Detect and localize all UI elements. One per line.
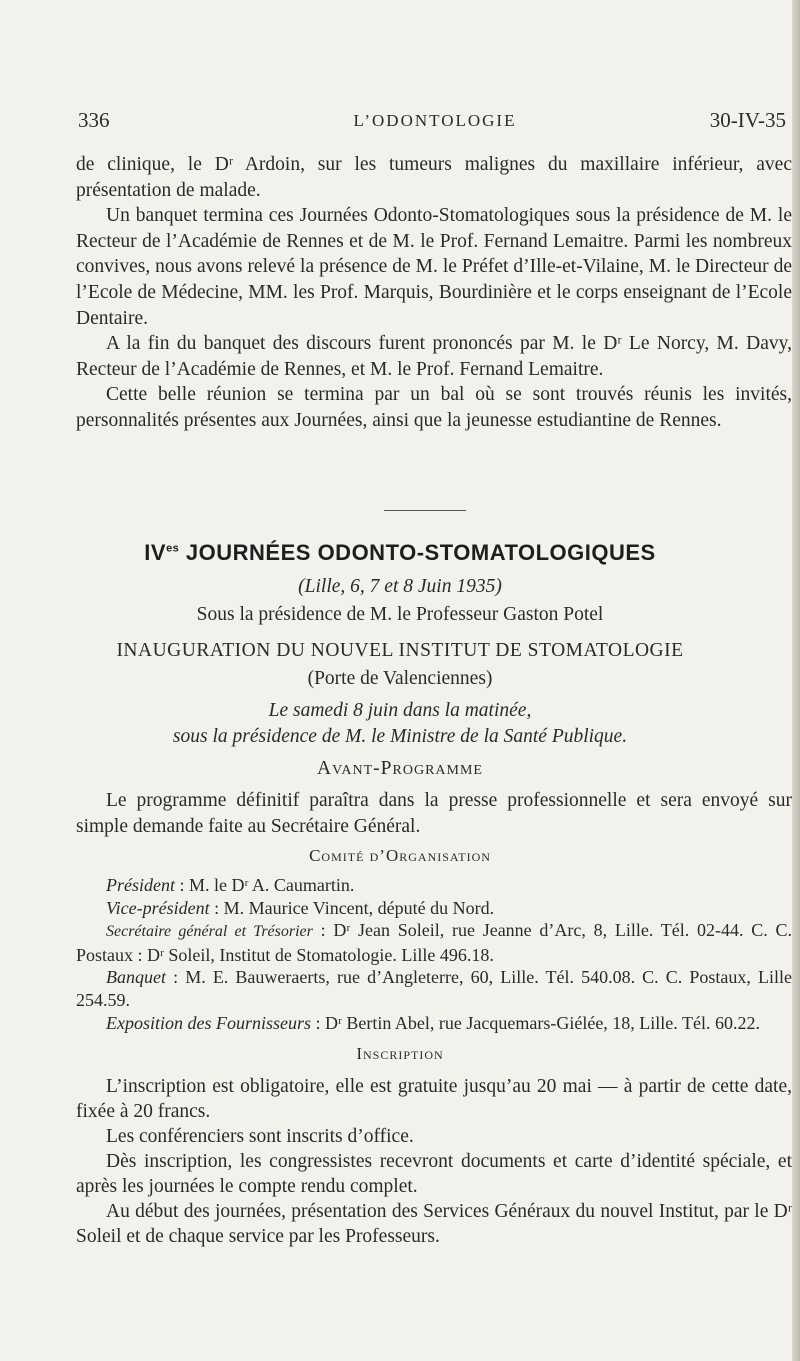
inscription-text bbox=[76, 1074, 792, 1249]
entry-label: Président bbox=[106, 875, 175, 895]
comite-entry-president bbox=[76, 874, 792, 897]
entry-value: : Dʳ Bertin Abel, rue Jacquemars-Giélée, 18, Lille. Tél. 60.22. bbox=[311, 1012, 760, 1033]
title-superscript: es bbox=[166, 542, 180, 555]
samedi-line: Le samedi 8 juin dans la matinée, bbox=[268, 700, 532, 721]
paragraph: Les conférenciers sont inscrits d’office. bbox=[106, 1126, 414, 1147]
comite-heading: Comité d’Organisation bbox=[309, 846, 491, 865]
inauguration-heading: INAUGURATION DU NOUVEL INSTITUT DE STOMATOLOGIE bbox=[116, 640, 684, 661]
entry-value: : M. le Dʳ A. Caumartin. bbox=[175, 875, 355, 895]
paragraph: Un banquet termina ces Journées Odonto-Stomatologiques sous la présidence de M. le Recteur de l’Académie de Rennes et de M. le Prof. Fernand Lemaitre. Parmi les nombreux convives, nous avons relevé la présence de M. le Préfet d’Ille-et-Vilaine, M. le Directeur de l’Ecole de Médecine, MM. les Prof. Marquis, Bourdinière et le corps enseignant de l’Ecole Dentaire. bbox=[76, 205, 792, 329]
paragraph: A la fin du banquet des discours furent prononcés par M. le Dʳ Le Norcy, M. Davy, Recteur de l’Académie de Rennes, et M. le Prof. Fernand Lemaitre. bbox=[76, 333, 792, 380]
avant-programme-heading: Avant-Programme bbox=[317, 758, 483, 779]
paragraph: Le programme définitif paraîtra dans la presse professionnelle et sera envoyé sur simple demande faite au Secrétaire Général. bbox=[76, 790, 792, 837]
comite-entry-vice-president bbox=[76, 897, 792, 920]
entry-label: Exposition des Fournisseurs bbox=[106, 1012, 311, 1033]
entry-label: Secrétaire général et Trésorier bbox=[106, 923, 313, 941]
paragraph: L’inscription est obligatoire, elle est gratuite jusqu’au 20 mai — à partir de cette date, fixée à 20 francs. bbox=[76, 1076, 792, 1122]
avant-programme-text bbox=[76, 788, 792, 839]
comite-list bbox=[76, 874, 792, 1034]
title-prefix: IV bbox=[144, 540, 167, 565]
report-text bbox=[76, 152, 792, 434]
page-edge-shadow bbox=[792, 0, 800, 1361]
paragraph: Dès inscription, les congressistes recevront documents et carte d’identité spéciale, et après les journées le compte rendu complet. bbox=[76, 1151, 792, 1197]
entry-value: : M. Maurice Vincent, député du Nord. bbox=[209, 897, 495, 918]
comite-entry-exposition bbox=[76, 1012, 792, 1035]
entry-value: : M. E. Bauweraerts, rue d’Angleterre, 60, Lille. Tél. 540.08. C. C. Postaux, Lille 254.59. bbox=[76, 967, 792, 1010]
issue-date: 30-IV-35 bbox=[709, 108, 786, 132]
entry-label: Vice-président bbox=[106, 897, 210, 918]
inscription-heading: Inscription bbox=[356, 1044, 444, 1063]
comite-entry-secretaire bbox=[76, 919, 792, 966]
paragraph: Cette belle réunion se termina par un bal où se sont trouvés réunis les invités, personnalités présentes aux Journées, ainsi que la jeunesse estudiantine de Rennes. bbox=[76, 384, 792, 431]
paragraph: de clinique, le Dʳ Ardoin, sur les tumeurs malignes du maxillaire inférieur, avec présentation de malade. bbox=[76, 154, 792, 201]
congress-dates: (Lille, 6, 7 et 8 Juin 1935) bbox=[298, 576, 502, 597]
paragraph: Au début des journées, présentation des Services Généraux du nouvel Institut, par le Dʳ Soleil et de chaque service par les Professeurs. bbox=[76, 1201, 792, 1247]
ministre-line: sous la présidence de M. le Ministre de la Santé Publique. bbox=[172, 726, 628, 747]
comite-entry-banquet bbox=[76, 966, 792, 1011]
page-header bbox=[78, 108, 792, 138]
entry-value: : Dʳ Jean Soleil, rue Jeanne d’Arc, 8, Lille. Tél. 02-44. C. C. Postaux : Dʳ Soleil, Institut de Stomatologie. Lille 496.18. bbox=[76, 920, 792, 965]
entry-label: Banquet bbox=[106, 967, 166, 988]
title-main: JOURNÉES ODONTO-STOMATOLOGIQUES bbox=[179, 540, 656, 565]
section-title bbox=[0, 540, 800, 566]
porte-line: (Porte de Valenciennes) bbox=[307, 668, 493, 689]
running-title: L’ODONTOLOGIE bbox=[353, 111, 517, 130]
presidence-line: Sous la présidence de M. le Professeur Gaston Potel bbox=[196, 604, 604, 625]
section-divider bbox=[384, 510, 466, 511]
page-number: 336 bbox=[78, 108, 110, 132]
